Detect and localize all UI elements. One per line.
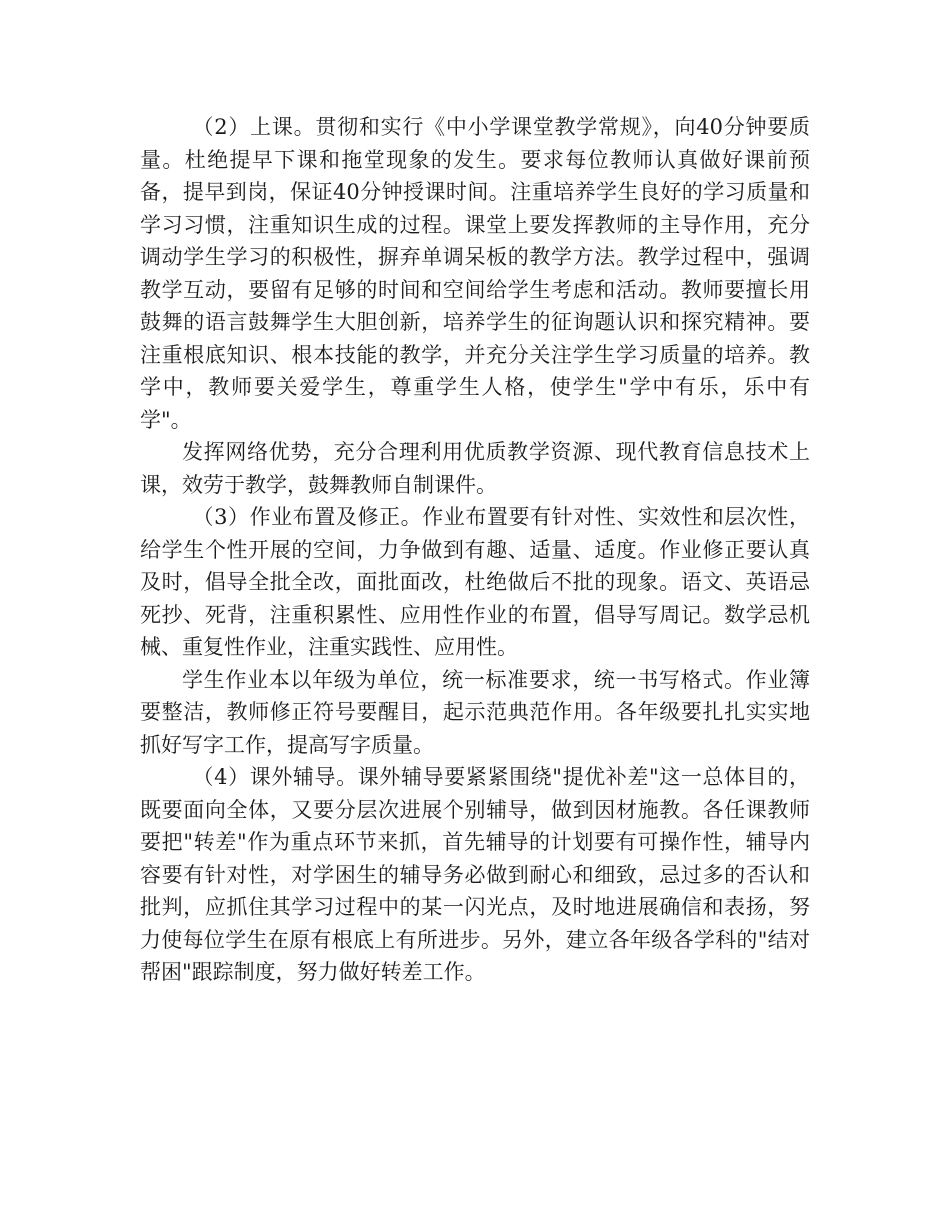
- paragraph-homework: （3）作业布置及修正。作业布置要有针对性、实效性和层次性，给学生个性开展的空间，力争做到有趣、适量、适度。作业修正要认真及时，倡导全批全改，面批面改，杜绝做后不批的现象。语文、英语忌死抄、死背，注重积累性、应用性作业的布置，倡导写周记。数学忌机械、重复性作业，注重实践性、应用性。: [140, 505, 810, 659]
- paragraph-tutoring: （4）课外辅导。课外辅导要紧紧围绕"提优补差"这一总体目的，既要面向全体，又要分层次进展个别辅导，做到因材施教。各任课教师要把"转差"作为重点环节来抓，首先辅导的计划要有可操作性，辅导内容要有针对性，对学困生的辅导务必做到耐心和细致，忌过多的否认和批判，应抓住其学习过程中的某一闪光点，及时地进展确信和表扬，努力使每位学生在原有根底上有所进步。另外，建立各年级各学科的"结对帮困"跟踪制度，努力做好转差工作。: [140, 765, 810, 984]
- paragraph-homework-books: 学生作业本以年级为单位，统一标准要求，统一书写格式。作业簿要整洁，教师修正符号要醒目，起示范典范作用。各年级要扎扎实实地抓好写字工作，提高写字质量。: [140, 667, 810, 757]
- paragraph-class-teaching: （2）上课。贯彻和实行《中小学课堂教学常规》，向40分钟要质量。杜绝提早下课和拖堂现象的发生。要求每位教师认真做好课前预备，提早到岗，保证40分钟授课时间。注重培养学生良好的学习质量和学习习惯，注重知识生成的过程。课堂上要发挥教师的主导作用，充分调动学生学习的积极性，摒弃单调呆板的教学方法。教学过程中，强调教学互动，要留有足够的时间和空间给学生考虑和活动。教师要擅长用鼓舞的语言鼓舞学生大胆创新，培养学生的征询题认识和探究精神。要注重根底知识、根本技能的教学，并充分关注学生学习质量的培养。教学中，教师要关爱学生，尊重学生人格，使学生"学中有乐，乐中有学"。: [140, 115, 810, 432]
- paragraph-network-resources: 发挥网络优势，充分合理利用优质教学资源、现代教育信息技术上课，效劳于教学，鼓舞教师自制课件。: [140, 440, 810, 497]
